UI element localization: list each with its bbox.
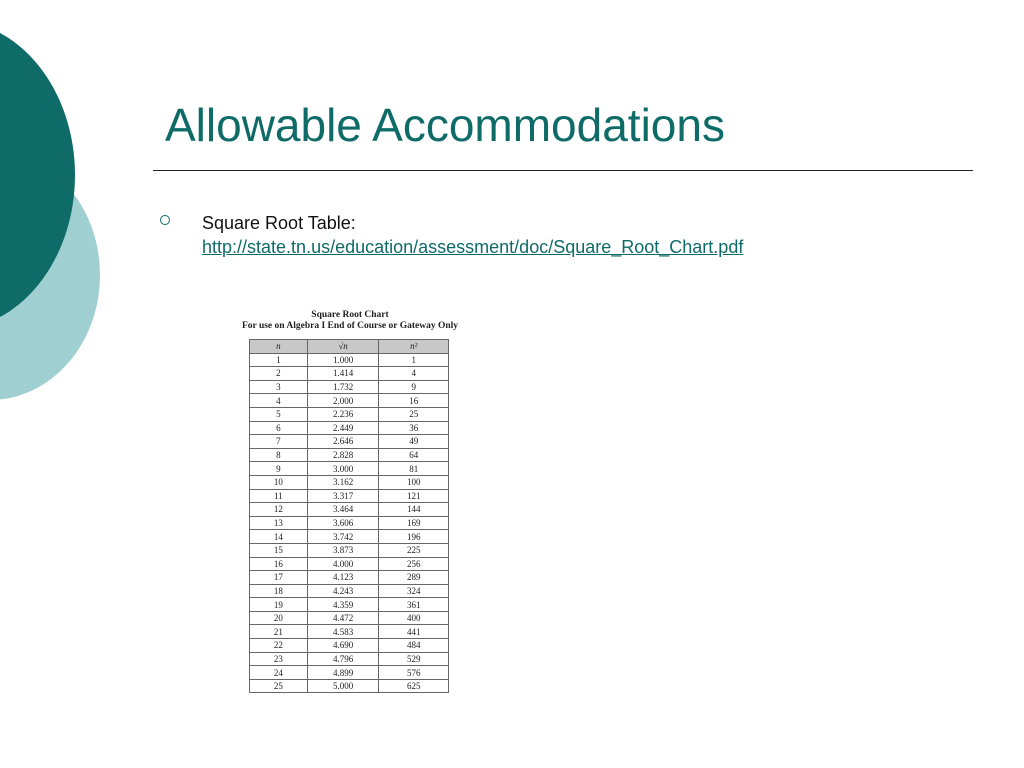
cell-n: 8 <box>250 448 308 462</box>
cell-n-squared: 169 <box>379 516 449 530</box>
cell-sqrt-n: 1.732 <box>307 380 379 394</box>
cell-sqrt-n: 1.000 <box>307 353 379 367</box>
table-row <box>250 557 449 571</box>
cell-n-squared: 484 <box>379 639 449 653</box>
chart-caption <box>230 310 470 332</box>
cell-n-squared: 121 <box>379 489 449 503</box>
cell-sqrt-n: 4.243 <box>307 584 379 598</box>
cell-n-squared: 400 <box>379 611 449 625</box>
cell-n: 16 <box>250 557 308 571</box>
cell-n-squared: 36 <box>379 421 449 435</box>
table-row <box>250 448 449 462</box>
cell-n: 12 <box>250 503 308 517</box>
header-n: n <box>250 340 308 354</box>
cell-sqrt-n: 4.899 <box>307 666 379 680</box>
table-row <box>250 380 449 394</box>
cell-n-squared: 49 <box>379 435 449 449</box>
cell-sqrt-n: 3.742 <box>307 530 379 544</box>
cell-sqrt-n: 3.606 <box>307 516 379 530</box>
cell-n: 15 <box>250 543 308 557</box>
bullet-label: Square Root Table: <box>202 213 356 233</box>
table-row <box>250 571 449 585</box>
header-sqrt-n: √n <box>307 340 379 354</box>
cell-sqrt-n: 4.359 <box>307 598 379 612</box>
table-row <box>250 475 449 489</box>
cell-n: 24 <box>250 666 308 680</box>
cell-n-squared: 64 <box>379 448 449 462</box>
table-row <box>250 652 449 666</box>
cell-n: 17 <box>250 571 308 585</box>
cell-sqrt-n: 3.317 <box>307 489 379 503</box>
square-root-chart-link[interactable]: http://state.tn.us/education/assessment/doc/Square_Root_Chart.pdf <box>202 237 744 257</box>
table-row <box>250 639 449 653</box>
header-n-squared: n² <box>379 340 449 354</box>
cell-n: 18 <box>250 584 308 598</box>
cell-n-squared: 25 <box>379 407 449 421</box>
cell-n-squared: 576 <box>379 666 449 680</box>
cell-sqrt-n: 3.162 <box>307 475 379 489</box>
cell-n-squared: 9 <box>379 380 449 394</box>
hollow-circle-bullet-icon <box>160 215 170 225</box>
cell-n: 14 <box>250 530 308 544</box>
cell-sqrt-n: 5.000 <box>307 679 379 693</box>
cell-sqrt-n: 2.449 <box>307 421 379 435</box>
cell-n: 25 <box>250 679 308 693</box>
cell-sqrt-n: 2.236 <box>307 407 379 421</box>
cell-n: 5 <box>250 407 308 421</box>
table-row <box>250 353 449 367</box>
table-row <box>250 625 449 639</box>
table-row <box>250 421 449 435</box>
table-row <box>250 435 449 449</box>
cell-n: 23 <box>250 652 308 666</box>
cell-n-squared: 100 <box>379 475 449 489</box>
chart-title: Square Root Chart <box>311 310 389 320</box>
cell-n-squared: 225 <box>379 543 449 557</box>
cell-n: 2 <box>250 367 308 381</box>
square-root-table <box>249 339 449 693</box>
table-row <box>250 679 449 693</box>
cell-sqrt-n: 4.000 <box>307 557 379 571</box>
cell-n-squared: 441 <box>379 625 449 639</box>
cell-n: 13 <box>250 516 308 530</box>
table-row <box>250 503 449 517</box>
cell-n-squared: 81 <box>379 462 449 476</box>
cell-sqrt-n: 2.828 <box>307 448 379 462</box>
chart-subtitle: For use on Algebra I End of Course or Gateway Only <box>241 321 459 331</box>
table-row <box>250 489 449 503</box>
table-header-row <box>250 340 449 354</box>
cell-n: 7 <box>250 435 308 449</box>
cell-n: 10 <box>250 475 308 489</box>
cell-n: 21 <box>250 625 308 639</box>
cell-n: 19 <box>250 598 308 612</box>
cell-n: 20 <box>250 611 308 625</box>
cell-n-squared: 144 <box>379 503 449 517</box>
cell-sqrt-n: 4.472 <box>307 611 379 625</box>
cell-sqrt-n: 2.646 <box>307 435 379 449</box>
cell-n: 9 <box>250 462 308 476</box>
table-body <box>250 353 449 693</box>
title-divider <box>153 170 973 171</box>
table-row <box>250 394 449 408</box>
cell-n-squared: 324 <box>379 584 449 598</box>
table-row <box>250 462 449 476</box>
cell-n: 4 <box>250 394 308 408</box>
cell-n-squared: 361 <box>379 598 449 612</box>
cell-n: 3 <box>250 380 308 394</box>
cell-sqrt-n: 1.414 <box>307 367 379 381</box>
cell-sqrt-n: 4.123 <box>307 571 379 585</box>
table-row <box>250 530 449 544</box>
table-row <box>250 543 449 557</box>
cell-n: 11 <box>250 489 308 503</box>
table-row <box>250 516 449 530</box>
cell-n-squared: 4 <box>379 367 449 381</box>
table-row <box>250 407 449 421</box>
cell-n: 1 <box>250 353 308 367</box>
cell-sqrt-n: 3.000 <box>307 462 379 476</box>
cell-sqrt-n: 3.464 <box>307 503 379 517</box>
cell-n-squared: 256 <box>379 557 449 571</box>
table-row <box>250 598 449 612</box>
cell-n: 6 <box>250 421 308 435</box>
cell-n: 22 <box>250 639 308 653</box>
cell-sqrt-n: 4.690 <box>307 639 379 653</box>
cell-n-squared: 196 <box>379 530 449 544</box>
cell-n-squared: 625 <box>379 679 449 693</box>
cell-n-squared: 289 <box>379 571 449 585</box>
cell-sqrt-n: 2.000 <box>307 394 379 408</box>
table-row <box>250 611 449 625</box>
table-row <box>250 666 449 680</box>
cell-n-squared: 529 <box>379 652 449 666</box>
cell-n-squared: 1 <box>379 353 449 367</box>
cell-sqrt-n: 3.873 <box>307 543 379 557</box>
slide-title: Allowable Accommodations <box>165 99 725 151</box>
table-row <box>250 584 449 598</box>
cell-sqrt-n: 4.583 <box>307 625 379 639</box>
cell-n-squared: 16 <box>379 394 449 408</box>
cell-sqrt-n: 4.796 <box>307 652 379 666</box>
table-row <box>250 367 449 381</box>
bullet-item <box>202 211 743 259</box>
